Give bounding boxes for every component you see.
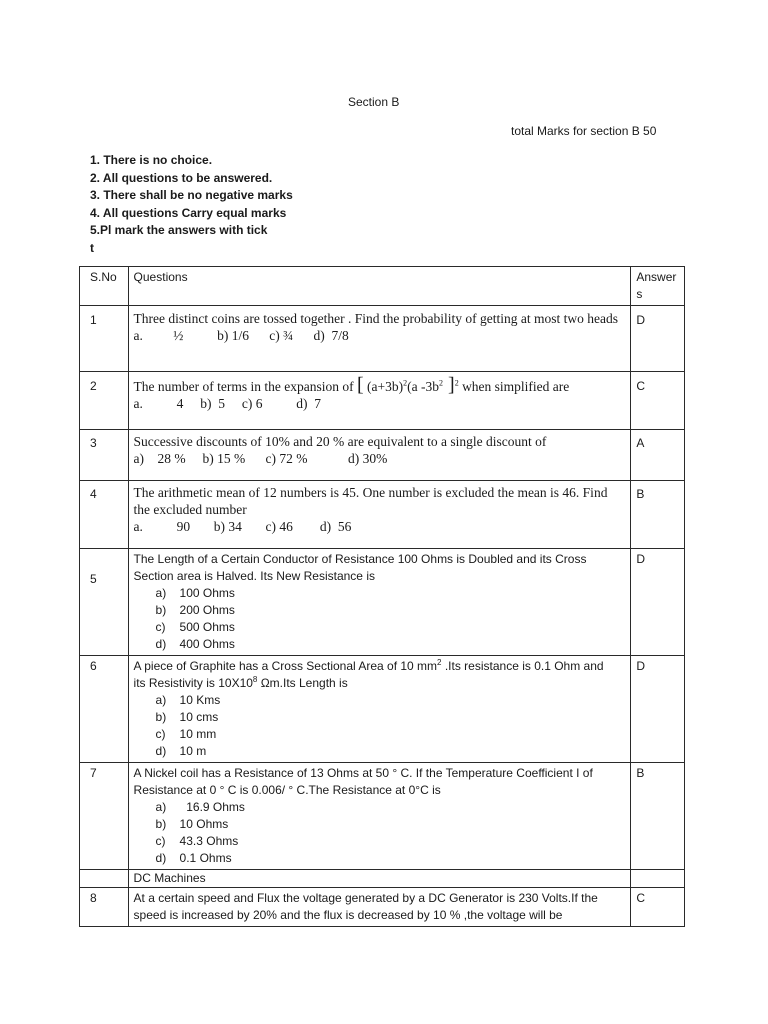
- instructions-list: [90, 152, 293, 257]
- row-sno: 7: [80, 763, 129, 870]
- row-sno: 4: [80, 481, 129, 549]
- questions-table: [79, 266, 685, 927]
- table-header-row: [80, 267, 685, 306]
- table-row: [80, 481, 685, 549]
- total-marks: total Marks for section B 50: [511, 124, 657, 138]
- header-answers: Answers: [631, 267, 685, 306]
- table-row: [80, 430, 685, 481]
- option-list: [134, 799, 626, 867]
- question-text: The Length of a Certain Conductor of Resistance 100 Ohms is Doubled and its Cross Section area is Halved. Its New Resistance is: [133, 552, 587, 583]
- row-question: [128, 763, 631, 870]
- row-question: [128, 306, 631, 372]
- row-answer: B: [631, 763, 685, 870]
- row-sno: 1: [80, 306, 129, 372]
- row-answer: B: [631, 481, 685, 549]
- table-row: [80, 656, 685, 763]
- row-answer: D: [631, 306, 685, 372]
- question-options: a. 4 b) 5 c) 6 d) 7: [133, 396, 322, 411]
- section-title: Section B: [348, 95, 400, 109]
- option-item: d) 400 Ohms: [155, 637, 235, 651]
- row-answer: C: [631, 372, 685, 430]
- option-item: b) 200 Ohms: [155, 603, 235, 617]
- instruction-item: 1. There is no choice.: [90, 153, 213, 167]
- row-answer: D: [631, 656, 685, 763]
- option-list: [134, 585, 626, 653]
- row-question: [128, 656, 631, 763]
- row-sno: 6: [80, 656, 129, 763]
- instruction-item: 4. All questions Carry equal marks: [90, 205, 287, 220]
- row-question: [128, 481, 631, 549]
- question-text: Three distinct coins are tossed together . Find the probability of getting at most two heads: [133, 311, 618, 326]
- option-item: a) 16.9 Ohms: [155, 800, 245, 814]
- question-text: A Nickel coil has a Resistance of 13 Ohms at 50 ° C. If the Temperature Coefficient I of Resistance at 0 ° C is 0.006/ ° C.The Resistance at 0°C is: [133, 766, 593, 797]
- row-answer: C: [631, 888, 685, 927]
- row-question: [128, 430, 631, 481]
- table-row: [80, 888, 685, 927]
- instruction-item: 3. There shall be no negative marks: [90, 188, 293, 202]
- table-row: [80, 763, 685, 870]
- option-item: b) 10 Ohms: [155, 817, 229, 831]
- question-options: a. ½ b) 1/6 c) ¾ d) 7/8: [133, 328, 349, 343]
- instruction-item: t: [90, 240, 94, 255]
- header-questions: Questions: [128, 267, 631, 306]
- row-answer: D: [631, 549, 685, 656]
- row-question: [128, 372, 631, 430]
- row-answer-empty: [631, 870, 685, 888]
- table-row: [80, 306, 685, 372]
- section-row: [80, 870, 685, 888]
- question-text: The number of terms in the expansion of [ $(a+3b)^2(a$ $-3b^2$ ]$^2$ when simplified are: [133, 374, 570, 396]
- option-item: d) 10 m: [155, 744, 207, 758]
- row-question: At a certain speed and Flux the voltage generated by a DC Generator is 230 Volts.If the speed is increased by 20% and the flux is decreased by 10 % ,the voltage will be: [128, 888, 631, 927]
- row-sno: 3: [80, 430, 129, 481]
- row-answer: A: [631, 430, 685, 481]
- question-text: The arithmetic mean of 12 numbers is 45. One number is excluded the mean is 46. Find the excluded number: [133, 485, 608, 517]
- question-text: A piece of Graphite has a Cross Sectional Area of 10 $mm^2$ .Its resistance is 0.1 Ohm and its Resistivity is $10X10^8$ Ωm.Its Length is: [133, 658, 604, 690]
- option-item: c) 43.3 Ohms: [155, 834, 239, 848]
- option-item: d) 0.1 Ohms: [155, 851, 232, 865]
- row-sno: 8: [80, 888, 129, 927]
- option-list: [134, 692, 626, 760]
- option-item: c) 500 Ohms: [155, 620, 235, 634]
- header-sno: S.No: [80, 267, 129, 306]
- option-item: c) 10 mm: [155, 727, 217, 741]
- row-sno-empty: [80, 870, 129, 888]
- instruction-item: 5.Pl mark the answers with tick: [90, 223, 268, 237]
- question-options: a) 28 % b) 15 % c) 72 % d) 30%: [133, 451, 388, 466]
- option-item: a) 100 Ohms: [155, 586, 235, 600]
- question-options: a. 90 b) 34 c) 46 d) 56: [133, 519, 352, 534]
- table-row: [80, 372, 685, 430]
- row-question: [128, 549, 631, 656]
- row-sno: 2: [80, 372, 129, 430]
- table-row: [80, 549, 685, 656]
- section-label: DC Machines: [128, 870, 631, 888]
- question-text: Successive discounts of 10% and 20 % are equivalent to a single discount of: [133, 434, 547, 449]
- instruction-item: 2. All questions to be answered.: [90, 170, 273, 185]
- option-item: b) 10 cms: [155, 710, 219, 724]
- option-item: a) 10 Kms: [155, 693, 221, 707]
- row-sno: 5: [80, 549, 129, 656]
